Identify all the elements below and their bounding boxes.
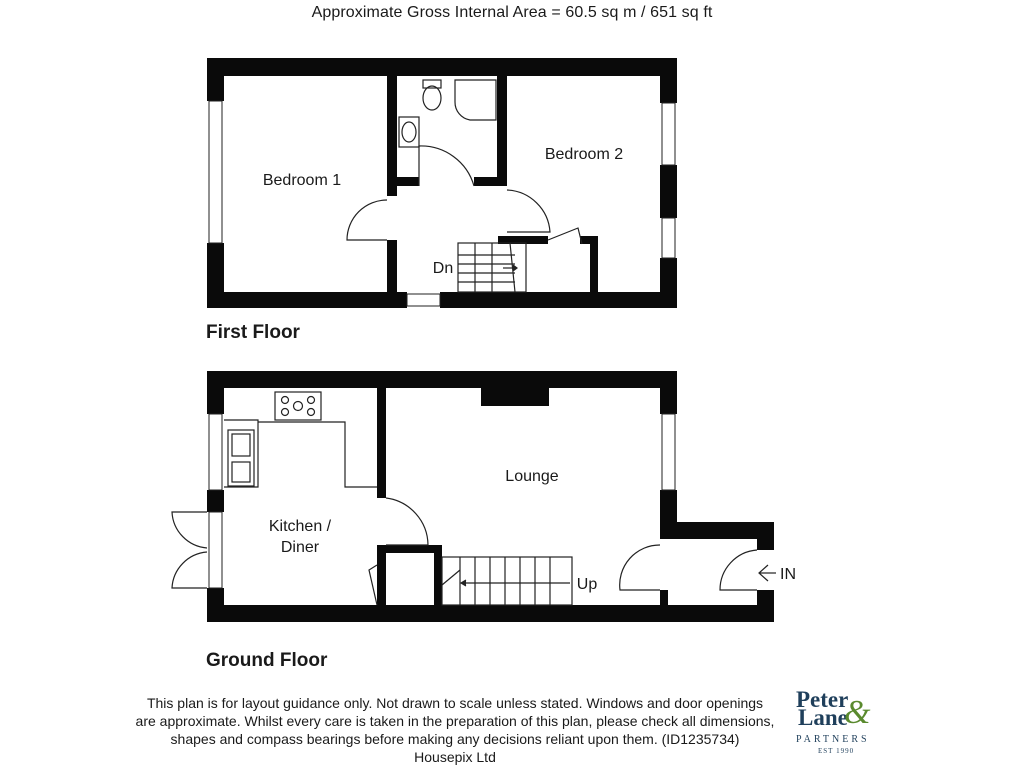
ff-door-bath	[419, 146, 474, 186]
stairs-label-down: Dn	[432, 260, 454, 277]
gf-door-porch-left	[620, 545, 660, 590]
gf-hob	[275, 392, 321, 420]
ff-toilet	[423, 86, 441, 110]
ff-wall-bath-bottom-left	[397, 177, 419, 186]
ff-window-bed2-lower	[662, 218, 675, 258]
ff-door-cupboard	[548, 228, 582, 244]
kitchen-label-line-1: Kitchen /	[268, 518, 332, 535]
ff-door-bed1	[347, 200, 387, 240]
gf-wall-kitchen-lounge-lower	[377, 545, 386, 605]
ff-wall-bed1-lower	[387, 240, 397, 292]
gf-french-door-right	[172, 552, 207, 588]
ff-shower-tray	[455, 80, 496, 120]
gf-door-kitchen-lounge	[386, 498, 428, 545]
gf-porch-top	[660, 522, 774, 539]
room-label-lounge: Lounge	[505, 468, 559, 485]
gf-porch-right-upper	[757, 522, 774, 550]
gf-bottom-wall	[207, 605, 774, 622]
ground-floor-title: Ground Floor	[206, 650, 328, 671]
gf-wall-store-top	[377, 545, 442, 553]
room-label-kitchen-diner	[250, 516, 350, 558]
disclaimer-line-3: shapes and compass bearings before making any decisions reliant upon them. (ID1235734)	[170, 731, 740, 747]
gf-door-store	[369, 565, 377, 605]
ff-wall-bath-bed2	[497, 76, 507, 186]
gross-area-header: Approximate Gross Internal Area = 60.5 sq m / 651 sq ft	[311, 4, 713, 21]
logo-word-lane: Lane	[798, 705, 848, 730]
disclaimer-line-2: are approximate. Whilst every care is taken in the preparation of this plan, please check all dimensions,	[135, 713, 775, 729]
gf-wall-kitchen-lounge	[377, 388, 386, 498]
gf-french-doors-frame	[209, 512, 222, 588]
gf-top-wall	[207, 371, 677, 388]
ff-top-wall	[207, 58, 677, 76]
peter-lane-partners-logo	[792, 688, 882, 758]
logo-ampersand: &	[844, 694, 871, 731]
gf-wall-store-side	[434, 545, 442, 605]
first-floor-title: First Floor	[206, 322, 300, 343]
ff-window-bed2-upper	[662, 103, 675, 165]
logo-word-partners: PARTNERS	[796, 734, 870, 745]
room-label-bedroom-1: Bedroom 1	[262, 172, 342, 189]
gf-window-kitchen	[209, 414, 222, 490]
disclaimer-line-4: Housepix Ltd	[414, 749, 496, 765]
ff-wall-cupboard-side	[590, 236, 598, 292]
gf-wall-porch-stub	[660, 590, 668, 605]
ff-window-bed1	[209, 101, 222, 243]
logo-established: EST 1990	[818, 747, 855, 755]
ff-toilet-cistern	[423, 80, 441, 88]
gf-chimney-breast	[481, 388, 549, 406]
gf-french-door-left	[172, 512, 207, 548]
disclaimer-line-1: This plan is for layout guidance only. Not drawn to scale unless stated. Windows and door openings	[146, 695, 764, 711]
gf-left-wall-mid	[207, 490, 224, 512]
first-floor-fixtures	[347, 80, 582, 292]
gf-kitchen-worktop-top	[258, 422, 377, 487]
ff-right-wall-upper	[660, 58, 677, 103]
ground-floor-fixtures	[172, 392, 776, 605]
gf-stairs	[442, 557, 572, 605]
kitchen-label-line-2: Diner	[280, 539, 320, 556]
ff-bottom-wall-left	[207, 292, 407, 308]
entrance-label: IN	[780, 566, 796, 583]
ff-right-wall-mid	[660, 165, 677, 218]
ff-window-landing	[407, 294, 440, 306]
ff-wall-bed1-bath	[387, 76, 397, 196]
disclaimer-text	[130, 694, 780, 766]
gf-right-wall-mid	[660, 490, 677, 522]
gf-window-lounge	[662, 414, 675, 490]
ff-left-wall-upper	[207, 58, 224, 101]
gf-right-wall-upper	[660, 371, 677, 414]
logo-word-peter: Peter	[796, 687, 849, 712]
gf-left-wall-upper	[207, 371, 224, 414]
gf-door-front	[720, 550, 757, 590]
ff-bottom-wall-right	[440, 292, 677, 308]
stairs-label-up: Up	[576, 576, 598, 593]
ff-door-bed2	[507, 190, 550, 232]
room-label-bedroom-2: Bedroom 2	[544, 146, 624, 163]
